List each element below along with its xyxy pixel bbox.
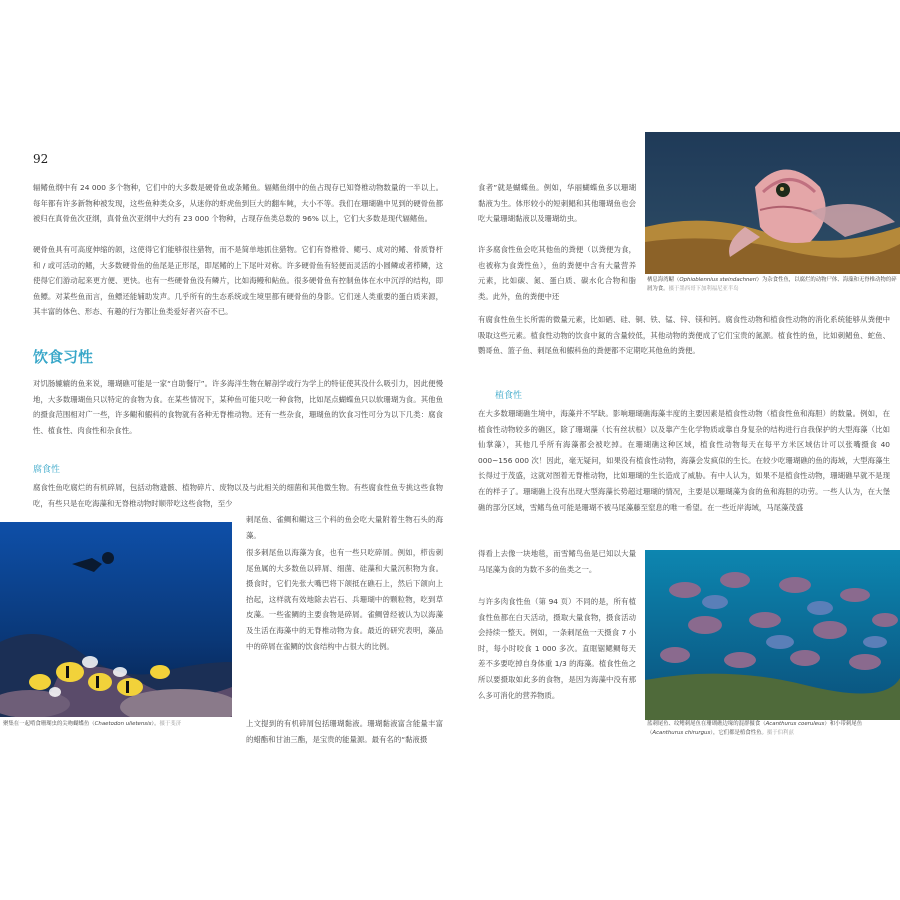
caption-species: Acanthurus coeruleus	[765, 721, 825, 727]
trace-elements-paragraph: 有腐食性鱼生长所需的微量元素，比如硒、硅、铜、铁、锰、锌、镁和钙。腐食性动物和植食性动物的消化系统能够从粪便中吸取这些元素。植食性动物的饮食中氮的含量较低，其他动物的粪便成了它们宝贵的氮源。植食性的鱼，比如刺鲳鱼、蛇鱼、鹦哥鱼、篮子鱼、刺尾鱼和鰕科鱼的粪便都不定期吃其他鱼的粪便。	[478, 315, 890, 356]
caption-credit: 摄于伯利兹	[766, 730, 794, 736]
wrap-paragraph-3: 上文提到的有机碎屑包括珊瑚黏液。珊瑚黏液富含能量丰富的蜡酯和甘油三酯，是宝贵的能量源。最有名的“黏液摄	[246, 719, 443, 744]
herbivore-wrap-paragraph-1: 得看上去像一块地毯，而雪鳍鸟鱼是已知以大量马尾藻为食的为数不多的鱼类之一。	[478, 549, 636, 574]
caption-species: Ophioblennius steindachneri	[679, 277, 757, 283]
subheading-detritivore: 腐食性	[33, 465, 61, 475]
surgeonfish-photo	[645, 550, 900, 720]
wrap-paragraph-1: 刺尾鱼、雀鲷和鳚这三个科的鱼会吃大量附着生物石头的海藻。	[246, 515, 443, 540]
section-title: 饮食习性	[33, 348, 94, 366]
caption-credit: 摄于墨西哥下加利福尼亚半岛	[668, 286, 739, 292]
butterflyfish-photo	[0, 522, 232, 717]
coprophagy-paragraph: 许多腐食性鱼会吃其他鱼的粪便（以粪便为食，也被称为食粪性鱼），鱼的粪便中含有大量营养元素，比如碳、氮、蛋白质、碳水化合物和脂类。此外，鱼的粪便中还	[478, 245, 636, 301]
subheading-herbivore: 植食性	[495, 391, 523, 401]
page-number: 92	[33, 152, 49, 166]
herbivore-paragraph: 在大多数珊瑚礁生境中，海藻并不罕缺。影响珊瑚礁海藻丰度的主要因素是植食性动物（植食性鱼和海胆）的数量。例如，在植食性动物较多的礁区，除了珊瑚藻（长有丝状根）以及靠产生化学物质或靠自身复杂的结构进行自我保护的大型海藻（比如仙掌藻），其他几乎所有海藻都会被吃掉。在珊瑚礁这种区域，植食性动物每天在每平方米区域估计可以张嘴摄食 40 000~156 000 次！因此，毫无疑问，如果没有植食性动物，海藻会发疯似的生长。在较少吃珊瑚礁的鱼的海域，大型海藻生长得过于茂盛，这就对图着无脊椎动物，比如珊瑚的生长造成了威胁。有中人认为，如果不是植食性动物，珊瑚礁早就不是现在的样子了。珊瑚礁上没有出现大型海藻长势超过珊瑚的情况，主要是以珊瑚藻为食的鱼和海胆的功劳。一些人认为，在大堡礁的部分区域，雪鳍鸟鱼可能是珊瑚不被马尾藻藤至窒息的唯一希望。在一些近岸海域，马尾藻茂盛	[478, 409, 890, 512]
caption-text: ）和小带刺尾鱼（	[647, 721, 863, 736]
herbivore-wrap-paragraph-2: 与许多肉食性鱼（第 94 页）不同的是，所有植食性鱼都在白天活动，摄取大量食物，摄食活动会持续一整天。例如，一条刺尾鱼一天摄食 7 小时，每小时咬食 1 000 多次。直眶锯鳃鲷每天差不多要吃掉自身体重 1/3 的海藻。植食性鱼之所以要摄取如此多的食物，是因为海藻中没有那么多可消化的营养物质。	[478, 597, 636, 700]
left-photo-caption	[3, 720, 233, 729]
intro-paragraph-1: 辐鳍鱼纲中有 24 000 多个物种，它们中的大多数是硬骨鱼或条鳍鱼。辐鳍鱼纲中的鱼占现存已知脊椎动物数量的一半以上。每年都有许多新物种被发现，这些鱼种类众多，从迷你的虾虎鱼到巨大的翻车鲀，大小不等。我们在珊瑚礁中见到的硬骨鱼都被归在真骨鱼次亚纲，真骨鱼次亚纲中大约有 23 000 个物种，占现存鱼类总数的 96% 以上，它们大多数是现代辐鳍鱼。	[33, 183, 443, 224]
caption-species: Chaetodon ulietensis	[94, 721, 152, 727]
caption-text: ）。	[151, 721, 160, 727]
blenny-photo	[645, 132, 900, 274]
caption-text: 栖息海湾鳚（	[647, 277, 680, 283]
caption-text: ），它们都是植食性鱼。	[710, 730, 767, 736]
top-photo-caption	[647, 276, 897, 294]
caption-credit: 摄于斐济	[159, 721, 182, 727]
right-top-paragraph: 食者”就是蝴蝶鱼。例如，华丽蝴蝶鱼多以珊瑚黏液为生。体形较小的短刺鲳和其他珊瑚鱼也会吃大量珊瑚黏液以及珊瑚幼虫。	[478, 183, 636, 224]
detritivore-paragraph: 腐食性鱼吃腐烂的有机碎屑，包括动物遗骸、植物碎片、废物以及与此相关的细菌和其他微生物。有些腐食性鱼专挑这些食物吃，有些只是在吃海藻和无脊椎动物时顺带吃这些食物，至少	[33, 483, 443, 508]
bottom-photo-caption	[647, 720, 897, 738]
caption-text: 蓝刺尾鱼、纹鳍刺尾鱼在珊瑚礁边缘的混群摄食（	[647, 721, 766, 727]
caption-text: 聚集在一起啃食珊瑚虫的尖吻蝴蝶鱼（	[3, 721, 95, 727]
caption-species: Acanthurus chirurgus	[652, 730, 711, 736]
caption-text: ）为杂食性鱼，以腐烂的动物尸体、海藻和无脊椎动物的碎屑为食。	[647, 277, 897, 292]
intro-paragraph-2: 硬骨鱼具有可高度伸缩的颌，这使得它们能够很往猎物，而不是简单地抓住猎物。它们有脊椎骨、鳃弓、成对的鳍、骨质脊杆和 / 或可活动的鳍，大多数硬骨鱼的鱼尾是正形尾，即尾鳍的上下尾叶对称。许多硬骨鱼有轻便而灵活的小圆鳞或者栉鳞，这使得它们游动起来更方便、更快。也有一些硬骨鱼没有鳞片，比如海鳗和鲇鱼。很多硬骨鱼有控制鱼体在水中沉浮的结构，即鱼鳔。对某些鱼而言，鱼鳔还能辅助发声。几乎所有的生态系统或生境里都有硬骨鱼的身影。它们迷人类重要的蛋白质来源，其丰富的体色、形态、有趣的行为都让鱼类爱好者兴奋不已。	[33, 245, 443, 317]
diet-intro-paragraph: 对饥肠辘辘的鱼来说，珊瑚礁可能是一家“自助餐厅”。许多海洋生物在解剖学或行为学上的特征使其没什么吸引力，因此便慢地，大多数珊瑚鱼只以特定的食物为食。在某些情况下，某种鱼可能只吃一种食物，比如尾点蝴蝶鱼只以软珊瑚为食。其他鱼的摄食范围相对广一些，许多鳚和鰕科的食物就有各种无脊椎动物。还有一些杂食，珊瑚鱼的饮食习性可分为以下几类：腐食性、植食性、肉食性和杂食性。	[33, 379, 443, 435]
wrap-paragraph-2: 很多刺尾鱼以海藻为食，也有一些只吃碎屑。例如，栉齿刺尾鱼属的大多数鱼以碎屑、细菌、硅藻和大量沉积物为食。摄食时，它们先张大嘴巴将下颌抵在礁石上，然后下颌向上抬起，这样就有效地除去岩石、兵珊瑚中的颗粒物，吃到草皮藻。一些雀鲷的主要食物是碎屑。雀鲷曾经被认为以海藻及生活在海藻中的无脊椎动物为食。最近的研究表明，藻品中的碎屑在雀鲷的饮食结构中占很大的比例。	[246, 548, 443, 651]
